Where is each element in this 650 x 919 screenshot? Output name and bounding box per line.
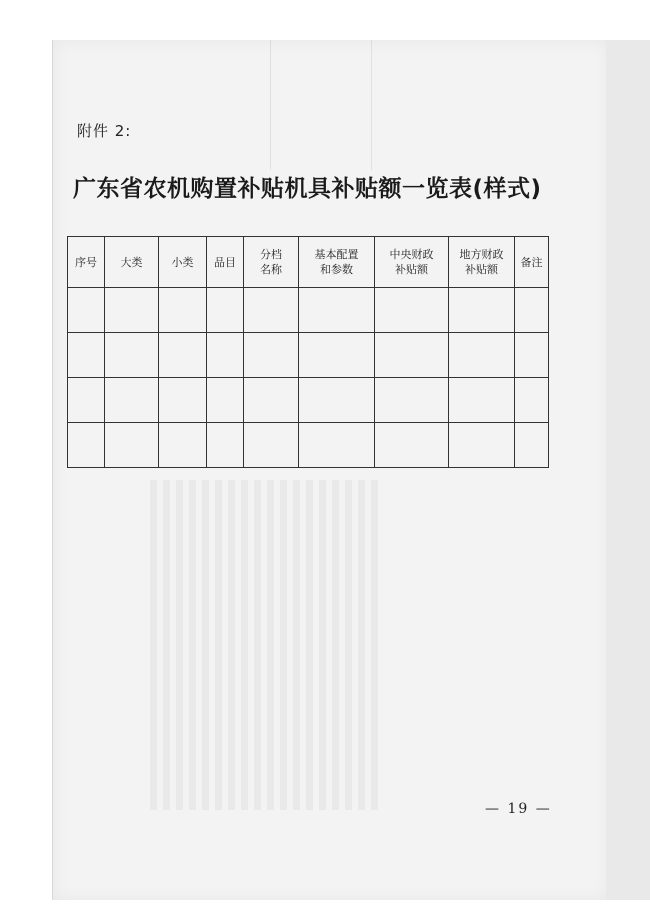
table-cell — [375, 333, 449, 378]
table-cell — [159, 288, 207, 333]
header-config-params: 基本配置 和参数 — [299, 237, 375, 288]
table-cell — [244, 333, 299, 378]
table-cell — [68, 378, 105, 423]
page-edge-shadow — [606, 40, 650, 900]
table-cell — [449, 423, 515, 468]
table-row — [68, 333, 549, 378]
header-local-subsidy: 地方财政 补贴额 — [449, 237, 515, 288]
table-cell — [159, 378, 207, 423]
table-cell — [207, 333, 244, 378]
table-cell — [244, 423, 299, 468]
table-cell — [159, 423, 207, 468]
table-cell — [299, 378, 375, 423]
table-cell — [375, 423, 449, 468]
table-cell — [207, 288, 244, 333]
table-cell — [207, 423, 244, 468]
table-cell — [105, 423, 159, 468]
table-cell — [515, 333, 549, 378]
header-index: 序号 — [68, 237, 105, 288]
header-item: 品目 — [207, 237, 244, 288]
table-cell — [207, 378, 244, 423]
document-title: 广东省农机购置补贴机具补贴额一览表(样式) — [73, 176, 542, 202]
table-cell — [515, 378, 549, 423]
table-cell — [449, 288, 515, 333]
attachment-label: 附件 2: — [77, 122, 132, 140]
table-row — [68, 423, 549, 468]
table-cell — [68, 288, 105, 333]
table-cell — [375, 288, 449, 333]
table-cell — [159, 333, 207, 378]
table-row — [68, 378, 549, 423]
table-cell — [105, 288, 159, 333]
bleed-through-text — [150, 480, 380, 810]
table-cell — [515, 423, 549, 468]
table-cell — [375, 378, 449, 423]
table-cell — [299, 288, 375, 333]
table-cell — [68, 333, 105, 378]
bleed-through-marks — [270, 40, 372, 170]
page-number: — 19 — — [485, 801, 552, 817]
table-row — [68, 288, 549, 333]
header-tier-name: 分档 名称 — [244, 237, 299, 288]
table-cell — [244, 378, 299, 423]
table-cell — [68, 423, 105, 468]
table-header-row — [68, 237, 549, 288]
table-cell — [105, 333, 159, 378]
header-central-subsidy: 中央财政 补贴额 — [375, 237, 449, 288]
subsidy-table — [67, 236, 549, 468]
table-cell — [299, 333, 375, 378]
header-minor-category: 小类 — [159, 237, 207, 288]
header-major-category: 大类 — [105, 237, 159, 288]
table-cell — [515, 288, 549, 333]
header-remarks: 备注 — [515, 237, 549, 288]
table-cell — [449, 333, 515, 378]
table-cell — [299, 423, 375, 468]
table-cell — [244, 288, 299, 333]
table-cell — [449, 378, 515, 423]
table-cell — [105, 378, 159, 423]
